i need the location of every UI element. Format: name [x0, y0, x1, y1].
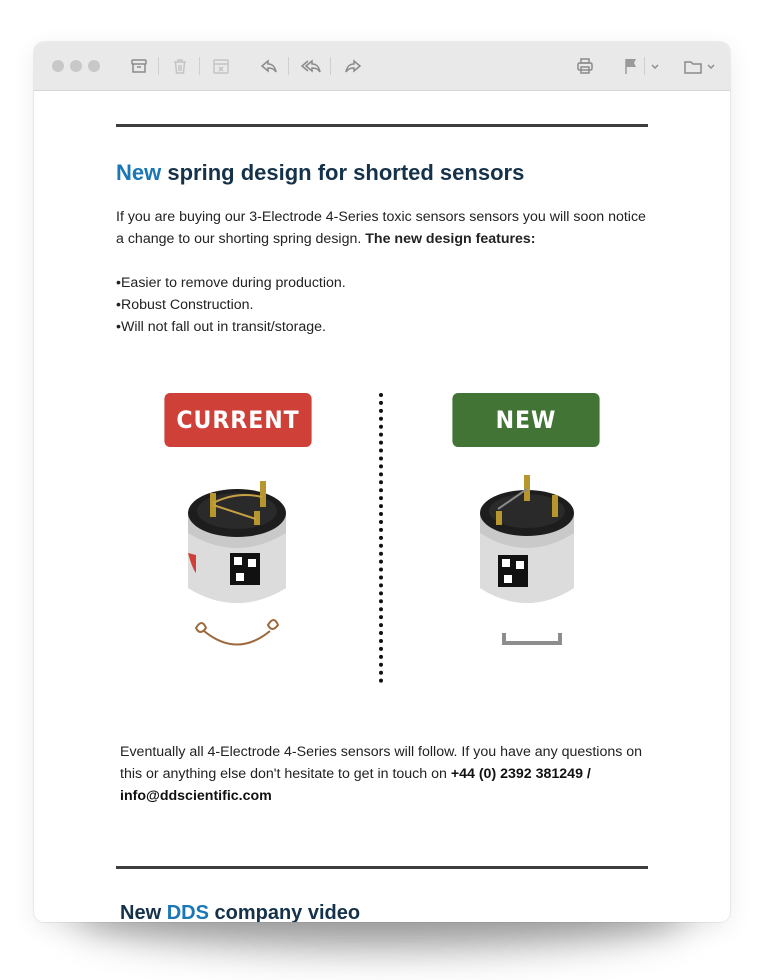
toolbar-separator [199, 57, 200, 75]
chevron-down-icon[interactable] [648, 55, 662, 77]
headline-rest: spring design for shorted sensors [161, 160, 525, 185]
zoom-window-button[interactable] [88, 60, 100, 72]
contact-info[interactable]: +44 (0) 2392 381249 / info@ddscientific.com [120, 766, 591, 804]
list-item: • Robust Construction. [116, 294, 346, 316]
list-item: • Easier to remove during production. [116, 272, 346, 294]
print-icon[interactable] [574, 55, 596, 77]
feature-list [116, 272, 346, 338]
flag-icon[interactable] [620, 55, 642, 77]
move-to-folder-icon[interactable] [682, 55, 704, 77]
new-label-badge: NEW [452, 393, 599, 447]
toolbar-separator [330, 57, 331, 75]
chevron-down-icon[interactable] [704, 55, 718, 77]
mail-window [34, 42, 730, 922]
email-body [34, 91, 730, 922]
minimize-window-button[interactable] [70, 60, 82, 72]
junk-icon[interactable] [210, 55, 232, 77]
trash-icon[interactable] [169, 55, 191, 77]
intro-bold: The new design features: [365, 231, 536, 247]
section-divider [116, 124, 648, 127]
footer-text: Eventually all 4-Electrode 4-Series sensors will follow. If you have any questions on this or anything else don't hesitate to get in touch on [120, 744, 643, 782]
next-section-title [120, 902, 360, 922]
toolbar-separator [644, 57, 645, 75]
next-title-accent: DDS [166, 902, 209, 922]
next-title-suffix: company video [208, 902, 361, 922]
intro-text: If you are buying our 3-Electrode 4-Series toxic sensors sensors you will soon notice a change to our shorting spring design. [116, 209, 646, 247]
intro-paragraph [116, 206, 656, 250]
new-sensor-image [472, 473, 582, 663]
section-divider [116, 866, 648, 869]
close-window-button[interactable] [52, 60, 64, 72]
current-sensor-image [182, 473, 292, 663]
footer-paragraph [120, 741, 660, 807]
list-item: • Will not fall out in transit/storage. [116, 316, 346, 338]
comparison-divider [379, 393, 383, 683]
headline-accent: New [116, 160, 162, 185]
current-label-badge: CURRENT [164, 393, 311, 447]
forward-icon[interactable] [342, 55, 364, 77]
section-headline [116, 160, 524, 186]
reply-all-icon[interactable] [300, 55, 322, 77]
mail-toolbar [34, 42, 730, 91]
toolbar-separator [158, 57, 159, 75]
next-title-prefix: New [120, 902, 167, 922]
toolbar-separator [288, 57, 289, 75]
archive-icon[interactable] [128, 55, 150, 77]
reply-icon[interactable] [258, 55, 280, 77]
